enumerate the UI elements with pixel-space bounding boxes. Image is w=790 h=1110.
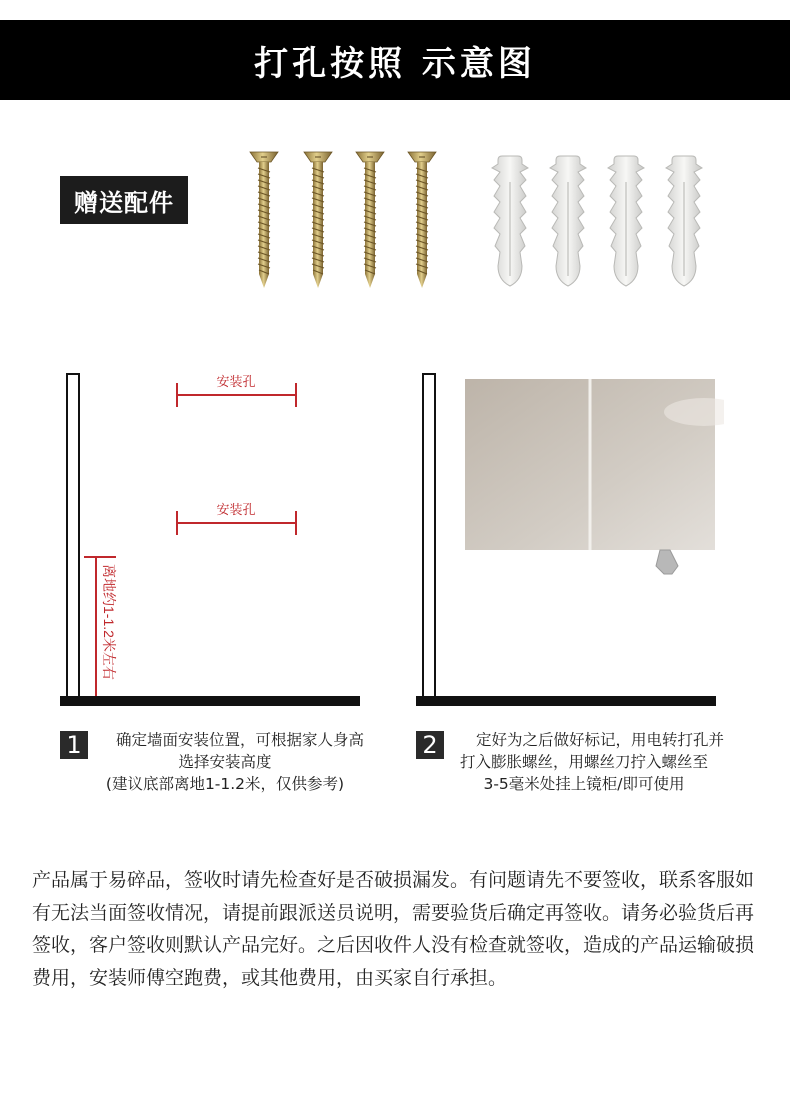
screw (408, 152, 436, 288)
screw (250, 152, 278, 288)
wall-anchors-illustration (484, 150, 724, 290)
mounted-cabinet-diagram (414, 370, 724, 710)
step-2-line-1: 定好为之后做好标记，用电转打孔并 (475, 731, 724, 749)
delivery-notice (32, 864, 772, 994)
wall-anchor (550, 156, 586, 286)
wall-anchor (608, 156, 644, 286)
wall-anchor (666, 156, 702, 286)
step-1-line-3: (建议底部离地1-1.2米，仅供参考) (105, 775, 345, 793)
delivery-notice-text: 产品属于易碎品，签收时请先检查好是否破损漏发。有问题请先不要签收，联系客服如有无法当面签收情况，请提前跟派送员说明，需要验货后确定再签收。请务必验货后再签收，客户签收则默认产品完好。之后因收件人没有检查就签收，造成的产品运输破损费用，安装师傅空跑费，或其他费用，由买家自行承担。 (32, 869, 755, 989)
step-1 (60, 729, 390, 795)
height-label: 离地约1-1.2米左右 (101, 564, 117, 680)
hole-label-bottom: 安装孔 (216, 502, 256, 517)
wall (67, 374, 79, 700)
step-2-number: 2 (416, 731, 444, 759)
step-2 (414, 729, 754, 795)
step-1-line-1: 确定墙面安装位置，可根据家人身高 (115, 731, 364, 749)
screw (356, 152, 384, 288)
floor (416, 696, 716, 706)
floor (60, 696, 360, 706)
accessories-label: 赠送配件 (60, 176, 188, 224)
step-2-line-2: 打入膨胀螺丝，用螺丝刀拧入螺丝至 (459, 753, 708, 771)
step-1-number: 1 (60, 731, 88, 759)
wall (423, 374, 435, 700)
step-2-line-3: 3-5毫米处挂上镜柜/即可使用 (483, 775, 685, 793)
drill-position-diagram (60, 370, 370, 710)
page-title: 打孔按照 示意图 (254, 43, 536, 84)
hole-label-top: 安装孔 (216, 374, 256, 389)
screw (304, 152, 332, 288)
wall-anchor (492, 156, 528, 286)
step-1-line-2: 选择安装高度 (178, 753, 272, 771)
screws-illustration (236, 148, 446, 290)
page-title-banner (0, 20, 790, 100)
cabinet-light (656, 550, 678, 574)
